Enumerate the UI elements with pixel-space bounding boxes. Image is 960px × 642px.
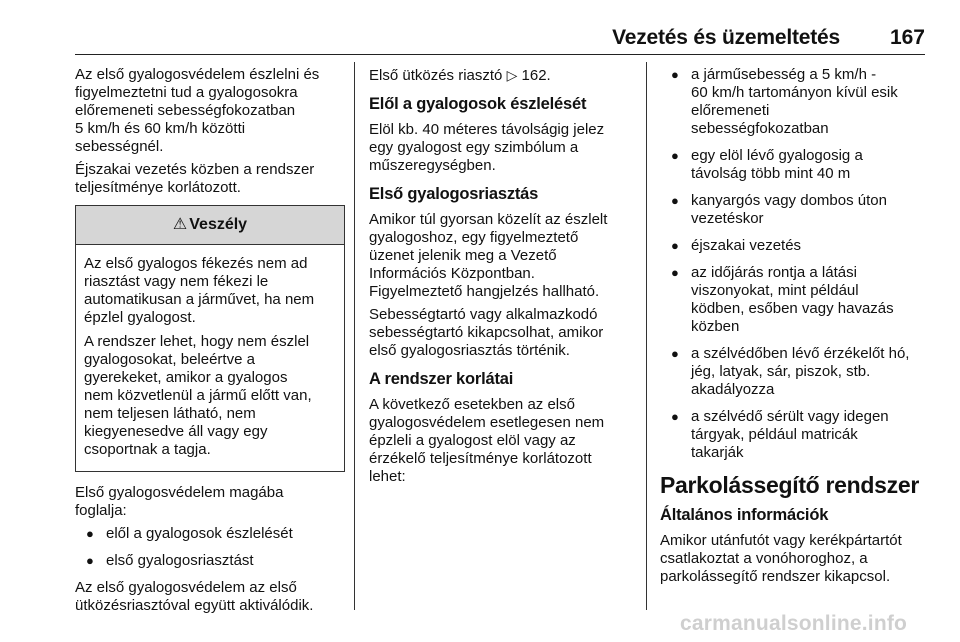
danger-paragraph: A rendszer lehet, hogy nem észlel gyalogosokat, beleértve a gyerekeket, amikor a gyalogos nem közvetlenül a jármű előtt van, nem teljesen látható, nem kiegyenesedve áll vagy egy csoportnak a tagja. (84, 333, 312, 458)
column-divider (354, 62, 355, 610)
list-item: ● éjszakai vezetés (671, 237, 802, 254)
list-item: ● az időjárás rontja a látási viszonyokat, mint például ködben, esőben vagy havazás közben (671, 264, 894, 335)
warning-icon: ⚠ (172, 216, 188, 233)
danger-paragraph: Az első gyalogos fékezés nem ad riasztást vagy nem fékezi le automatikusan a járművet, ha nem épzlel gyalogost. (84, 255, 315, 326)
cross-reference[interactable]: Első ütközés riasztó ▷ 162. (369, 67, 551, 84)
bullet-icon: ● (671, 238, 679, 253)
list-item: ● kanyargós vagy dombos úton vezetéskor (671, 192, 887, 227)
bullet-icon: ● (671, 409, 679, 424)
list-item: ● első gyalogosriasztást (86, 552, 254, 569)
reference-arrow-icon: ▷ (506, 67, 518, 83)
cruise-paragraph: Sebességtartó vagy alkalmazkodó sebességtartó kikapcsolhat, amikor első gyalogosriasztás történik. (369, 306, 604, 359)
chapter-heading: Parkolássegítő rendszer (660, 472, 919, 498)
section-heading: Első gyalogosriasztás (369, 185, 539, 203)
activation-paragraph: Az első gyalogosvédelem az első ütközésriasztóval együtt aktiválódik. (75, 579, 314, 614)
section-heading: Elől a gyalogosok észlelését (369, 95, 587, 113)
intro-paragraph: Az első gyalogosvédelem észlelni és figyelmeztetni tud a gyalogosokra előremeneti sebességfokozatban 5 km/h és 60 km/h közötti sebességnél. (75, 66, 320, 155)
section-heading: Általános információk (660, 506, 829, 524)
list-item: ● elől a gyalogosok észlelését (86, 525, 293, 542)
detection-paragraph: Elöl kb. 40 méteres távolságig jelez egy gyalogost egy szimbólum a műszeregységben. (369, 121, 605, 174)
danger-title: Veszély (189, 216, 248, 233)
danger-body (76, 245, 344, 471)
includes-paragraph: Első gyalogosvédelem magába foglalja: (75, 484, 284, 519)
bullet-icon: ● (86, 526, 94, 541)
alert-paragraph: Amikor túl gyorsan közelít az észlelt gyalogoshoz, egy figyelmeztető üzenet jelenik meg a Vezető Információs Központban. Figyelmeztető hangjelzés hallható. (369, 211, 608, 300)
list-item: ● a szélvédő sérült vagy idegen tárgyak, például matricák takarják (671, 408, 889, 461)
list-item: ● a járműsebesség a 5 km/h - 60 km/h tartományon kívül esik előremeneti sebességfokozatban (671, 66, 898, 137)
page-number: 167 (889, 26, 925, 49)
list-item: ● a szélvédőben lévő érzékelőt hó, jég, latyak, sár, piszok, stb. akadályozza (671, 345, 910, 398)
trailer-paragraph: Amikor utánfutót vagy kerékpártartót csatlakoztat a vonóhoroghoz, a parkolássegítő rendszer kikapcsol. (660, 532, 902, 585)
limits-list (660, 66, 930, 462)
section-heading: A rendszer korlátai (369, 370, 514, 388)
watermark: carmanualsonline.info (680, 612, 908, 635)
column-divider (646, 62, 647, 610)
bullet-icon: ● (671, 265, 679, 280)
page-header (75, 22, 925, 55)
limits-paragraph: A következő esetekben az első gyalogosvédelem esetlegesen nem épzleli a gyalogost elöl vagy az érzékelő teljesítménye korlátozott lehet: (369, 396, 605, 485)
bullet-icon: ● (671, 193, 679, 208)
bullet-icon: ● (671, 67, 679, 82)
night-paragraph: Éjszakai vezetés közben a rendszer teljesítménye korlátozott. (75, 161, 315, 196)
column-right (660, 66, 930, 591)
bullet-icon: ● (671, 346, 679, 361)
column-middle (369, 66, 634, 491)
column-left (75, 66, 345, 620)
bullet-icon: ● (671, 148, 679, 163)
includes-list (75, 525, 345, 570)
danger-header (76, 206, 344, 245)
bullet-icon: ● (86, 553, 94, 568)
danger-box (75, 205, 345, 472)
header-title: Vezetés és üzemeltetés (612, 26, 840, 49)
list-item: ● egy elöl lévő gyalogosig a távolság több mint 40 m (671, 147, 863, 182)
